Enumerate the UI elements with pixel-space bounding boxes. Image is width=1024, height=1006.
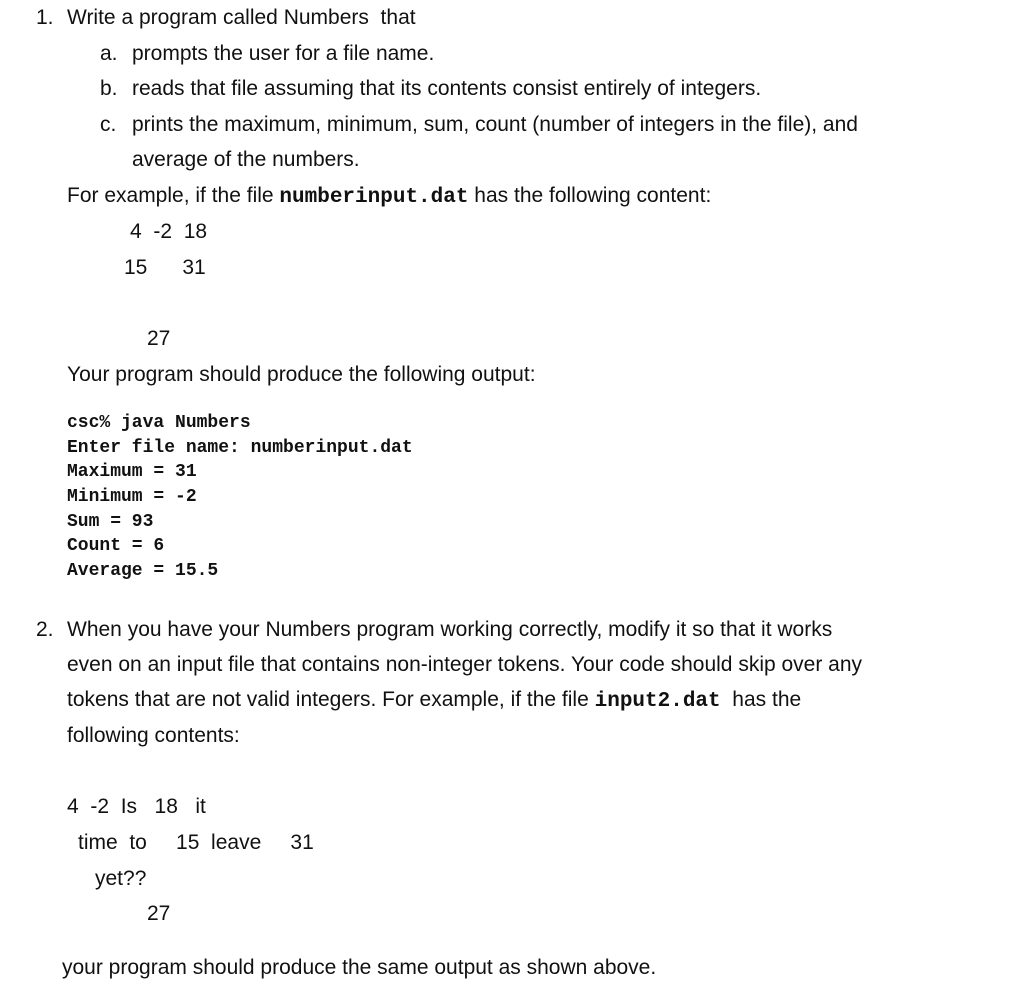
output-line-5: Sum = 93 (67, 512, 154, 532)
item-a-marker: a. (100, 42, 118, 65)
item-a-text: prompts the user for a file name. (132, 42, 435, 65)
problem-1-intro: Write a program called Numbers that (67, 6, 416, 29)
item-b-text: reads that file assuming that its contents consist entirely of integers. (132, 77, 762, 100)
problem-2-line-3 (67, 687, 801, 715)
output-line-1: csc% java Numbers (67, 413, 251, 433)
output-line-6: Count = 6 (67, 536, 165, 556)
problem-2-line-1: When you have your Numbers program working correctly, modify it so that it works (67, 618, 833, 641)
problem-2-line-4: following contents: (67, 724, 240, 747)
output-intro: Your program should produce the following output: (67, 363, 536, 386)
file-line-3: 27 (147, 327, 171, 350)
input2-line-4: 27 (147, 902, 171, 925)
example-filename: numberinput.dat (279, 186, 469, 209)
output-line-2: Enter file name: numberinput.dat (67, 438, 413, 458)
problem-2-number: 2. (36, 618, 54, 641)
example-sentence (67, 183, 711, 211)
item-c-text: prints the maximum, minimum, sum, count (number of integers in the file), and (132, 113, 858, 136)
output-line-7: Average = 15.5 (67, 561, 219, 581)
problem-1-number: 1. (36, 6, 54, 29)
file-line-2: 15 31 (124, 256, 206, 279)
input2-line-2: time to 15 leave 31 (78, 831, 314, 854)
problem-2-text-after: has the (720, 688, 802, 711)
problem-2-text-before: tokens that are not valid integers. For example, if the file (67, 688, 595, 711)
output-line-4: Minimum = -2 (67, 487, 197, 507)
problem-2-filename: input2.dat (594, 690, 721, 713)
item-c-marker: c. (100, 113, 117, 136)
item-b-marker: b. (100, 77, 118, 100)
example-text-after: has the following content: (468, 184, 712, 207)
input2-line-1: 4 -2 Is 18 it (67, 795, 206, 818)
file-line-1: 4 -2 18 (130, 220, 208, 243)
example-text-before: For example, if the file (67, 184, 280, 207)
problem-2-line-2: even on an input file that contains non-integer tokens. Your code should skip over any (67, 653, 863, 676)
item-c-continuation: average of the numbers. (132, 148, 360, 171)
closing-sentence: your program should produce the same output as shown above. (62, 956, 657, 979)
output-line-3: Maximum = 31 (67, 462, 197, 482)
input2-line-3: yet?? (95, 867, 147, 890)
